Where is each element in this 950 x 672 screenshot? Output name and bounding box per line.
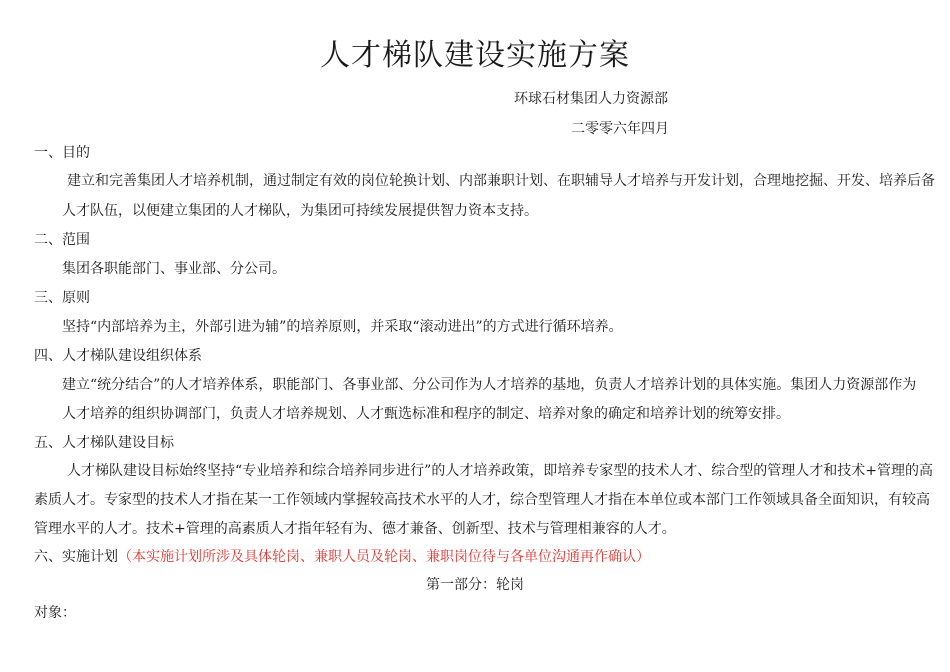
part-one-heading: 第一部分：轮岗 bbox=[426, 577, 524, 593]
paragraph-line: 建立“统分结合”的人才培养体系，职能部门、各事业部、分公司作为人才培养的基地，负责人才培养计划的具体实施。集团人力资源部作为 bbox=[62, 377, 917, 393]
paragraph-line: 人才培养的组织协调部门，负责人才培养规划、人才甄选标准和程序的制定、培养对象的确定和培养计划的统筹安排。 bbox=[62, 406, 790, 422]
section-heading-principle: 三、原则 bbox=[34, 290, 90, 306]
paragraph-line: 坚持“内部培养为主，外部引进为辅”的培养原则，并采取“滚动进出”的方式进行循环培养。 bbox=[62, 319, 623, 335]
target-label: 对象： bbox=[34, 605, 76, 621]
paragraph-line: 建立和完善集团人才培养机制，通过制定有效的岗位轮换计划、内部兼职计划、在职辅导人才培养与开发计划，合理地挖掘、开发、培养后备 bbox=[67, 173, 935, 189]
section-heading-scope: 二、范围 bbox=[34, 232, 90, 248]
paragraph-line: 管理水平的人才。技术+管理的高素质人才指年轻有为、德才兼备、创新型、技术与管理相兼容的人才。 bbox=[34, 521, 676, 537]
section-heading-plan bbox=[34, 546, 650, 566]
plan-note: （本实施计划所涉及具体轮岗、兼职人员及轮岗、兼职岗位待与各单位沟通再作确认） bbox=[118, 549, 650, 565]
paragraph-line: 人才队伍，以便建立集团的人才梯队，为集团可持续发展提供智力资本支持。 bbox=[62, 203, 538, 219]
section-heading-text: 六、实施计划 bbox=[34, 549, 118, 565]
section-heading-goal: 五、人才梯队建设目标 bbox=[34, 435, 174, 451]
paragraph-line: 素质人才。专家型的技术人才指在某一工作领域内掌握较高技术水平的人才，综合型管理人才指在本单位或本部门工作领域具备全面知识，有较高 bbox=[34, 492, 930, 508]
document-title: 人才梯队建设实施方案 bbox=[320, 38, 630, 73]
paragraph-line: 人才梯队建设目标始终坚持“专业培养和综合培养同步进行”的人才培养政策，即培养专家型的技术人才、综合型的管理人才和技术+管理的高 bbox=[67, 463, 934, 479]
section-heading-purpose: 一、目的 bbox=[34, 145, 90, 161]
paragraph-line: 集团各职能部门、事业部、分公司。 bbox=[62, 261, 286, 277]
section-heading-organization: 四、人才梯队建设组织体系 bbox=[34, 348, 202, 364]
organization-name: 环球石材集团人力资源部 bbox=[514, 91, 668, 107]
document-date: 二零零六年四月 bbox=[571, 121, 669, 137]
